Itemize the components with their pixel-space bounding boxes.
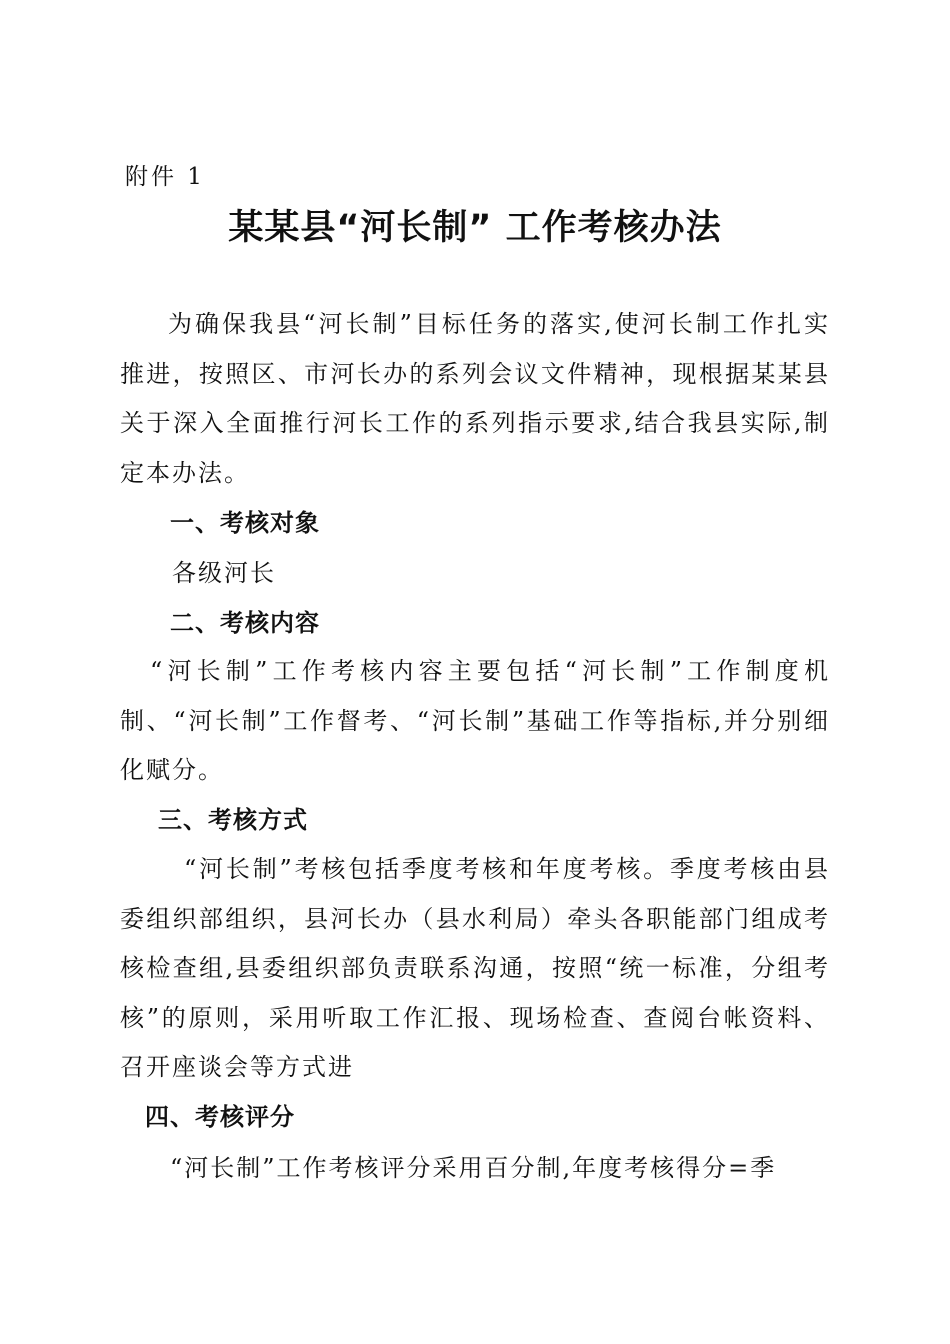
section-heading-1: 一、考核对象 <box>170 509 320 537</box>
section-body-4: “河长制”工作考核评分采用百分制,年度考核得分=季 <box>170 1154 777 1182</box>
section-heading-3: 三、考核方式 <box>158 806 308 834</box>
section-heading-4: 四、考核评分 <box>145 1103 295 1131</box>
document-title: 某某县“河长制” 工作考核办法 <box>228 208 722 248</box>
section-body-3: “河长制”考核包括季度考核和年度考核。季度考核由县委组织部组织，县河长办（县水利局）牵头各职能部门组成考核检查组,县委组织部负责联系沟通，按照“统一标准，分组考核”的原则，采用听取工作汇报、现场检查、查阅台帐资料、召开座谈会等方式进 <box>120 855 830 1081</box>
intro-paragraph: 为确保我县“河长制”目标任务的落实,使河长制工作扎实推进，按照区、市河长办的系列会议文件精神，现根据某某县关于深入全面推行河长工作的系列指示要求,结合我县实际,制定本办法。 <box>120 310 830 487</box>
section-body-1: 各级河长 <box>172 559 276 587</box>
section-body-2: “河长制”工作考核内容主要包括“河长制”工作制度机制、“河长制”工作督考、“河长制”基础工作等指标,并分别细化赋分。 <box>120 657 830 784</box>
attachment-label: 附件 1 <box>125 164 205 190</box>
section-heading-2: 二、考核内容 <box>170 609 320 637</box>
